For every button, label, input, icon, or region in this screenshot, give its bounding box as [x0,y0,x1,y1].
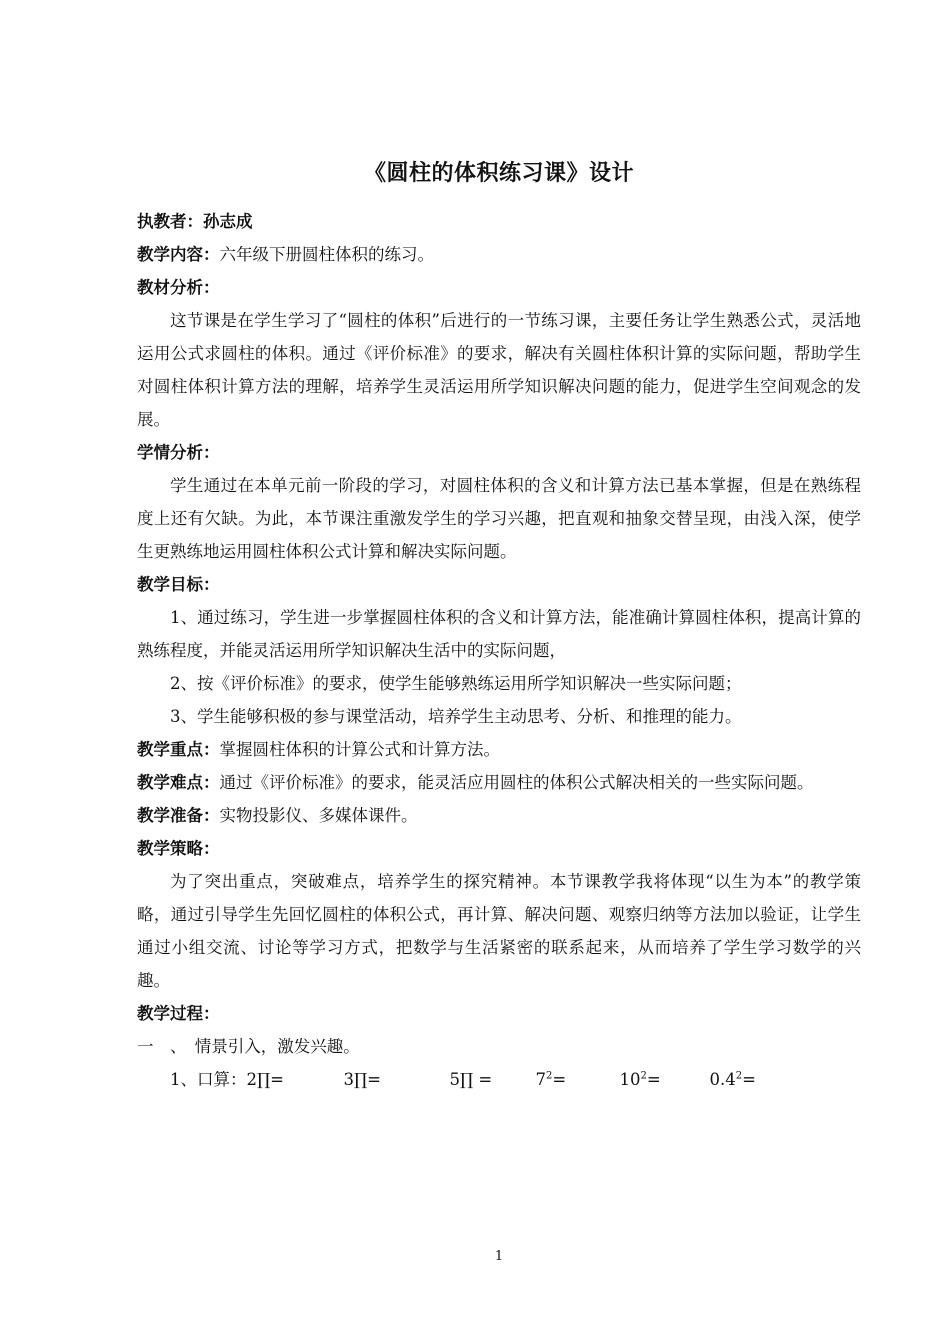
students-paragraph: 学生通过在本单元前一阶段的学习，对圆柱体积的含义和计算方法已基本掌握，但是在熟练程度上还有欠缺。为此，本节课注重激发学生的学习兴趣，把直观和抽象交替呈现，由浅入深，使学生更熟练地运用圆柱体积公式计算和解决实际问题。 [137,476,861,561]
section-1-heading: 一 、 情景引入，激发兴趣。 [137,1037,360,1056]
difficulty-value: 通过《评价标准》的要求，能灵活应用圆柱的体积公式解决相关的一些实际问题。 [219,773,814,792]
goals-label: 教学目标： [137,575,220,594]
goal-item-2: 2、按《评价标准》的要求，使学生能够熟练运用所学知识解决一些实际问题； [170,674,742,693]
teacher-label: 执教者： [137,212,203,231]
goals-heading [137,568,861,601]
students-label: 学情分析： [137,443,220,462]
calc-item-d: $7^2=$ [535,1070,567,1089]
content-line [137,238,861,271]
document-body [137,205,861,1096]
document-title: 《圆柱的体积练习课》设计 [363,161,634,186]
calc-label: 1、口算： [170,1070,247,1089]
content-label: 教学内容： [137,245,220,264]
key-value: 掌握圆柱体积的计算公式和计算方法。 [219,740,500,759]
analysis-heading [137,271,861,304]
difficulty-label: 教学难点： [137,773,220,792]
key-label: 教学重点： [137,740,220,759]
process-label: 教学过程： [137,1004,220,1023]
document-page [137,0,861,1344]
students-heading [137,436,861,469]
calc-item-f: $0.4^2=$ [709,1070,756,1089]
mental-math-line [137,1063,861,1096]
strategy-label: 教学策略： [137,839,220,858]
strategy-paragraph: 为了突出重点，突破难点，培养学生的探究精神。本节课教学我将体现“以生为本”的教学策略，通过引导学生先回忆圆柱的体积公式，再计算、解决问题、观察归纳等方法加以验证，让学生通过小组交流、讨论等学习方式，把数学与生活紧密的联系起来，从而培养了学生学习数学的兴趣。 [137,872,861,990]
page-number: 1 [494,1249,504,1264]
goal-item-1: 1、通过练习，学生进一步掌握圆柱体积的含义和计算方法，能准确计算圆柱体积，提高计算的熟练程度，并能灵活运用所学知识解决生活中的实际问题， [137,608,861,660]
teacher-name: 孙志成 [203,212,253,231]
calc-item-b: 3∏= [343,1070,381,1089]
prep-line [137,799,861,832]
key-line [137,733,861,766]
calc-item-e: $10^2=$ [619,1070,661,1089]
analysis-paragraph: 这节课是在学生学习了“圆柱的体积”后进行的一节练习课，主要任务让学生熟悉公式，灵活地运用公式求圆柱的体积。通过《评价标准》的要求，解决有关圆柱体积计算的实际问题，帮助学生对圆柱体积计算方法的理解，培养学生灵活运用所学知识解决问题的能力，促进学生空间观念的发展。 [137,311,861,429]
teacher-line [137,205,861,238]
strategy-heading [137,832,861,865]
analysis-label: 教材分析： [137,278,220,297]
goal-item-3: 3、学生能够积极的参与课堂活动，培养学生主动思考、分析、和推理的能力。 [170,707,742,726]
calc-item-a: 2∏= [246,1070,284,1089]
prep-value: 实物投影仪、多媒体课件。 [219,806,418,825]
calc-item-c: 5∏ = [449,1070,493,1089]
process-heading [137,997,861,1030]
content-value: 六年级下册圆柱体积的练习。 [219,245,434,264]
difficulty-paragraph [137,766,861,799]
prep-label: 教学准备： [137,806,220,825]
